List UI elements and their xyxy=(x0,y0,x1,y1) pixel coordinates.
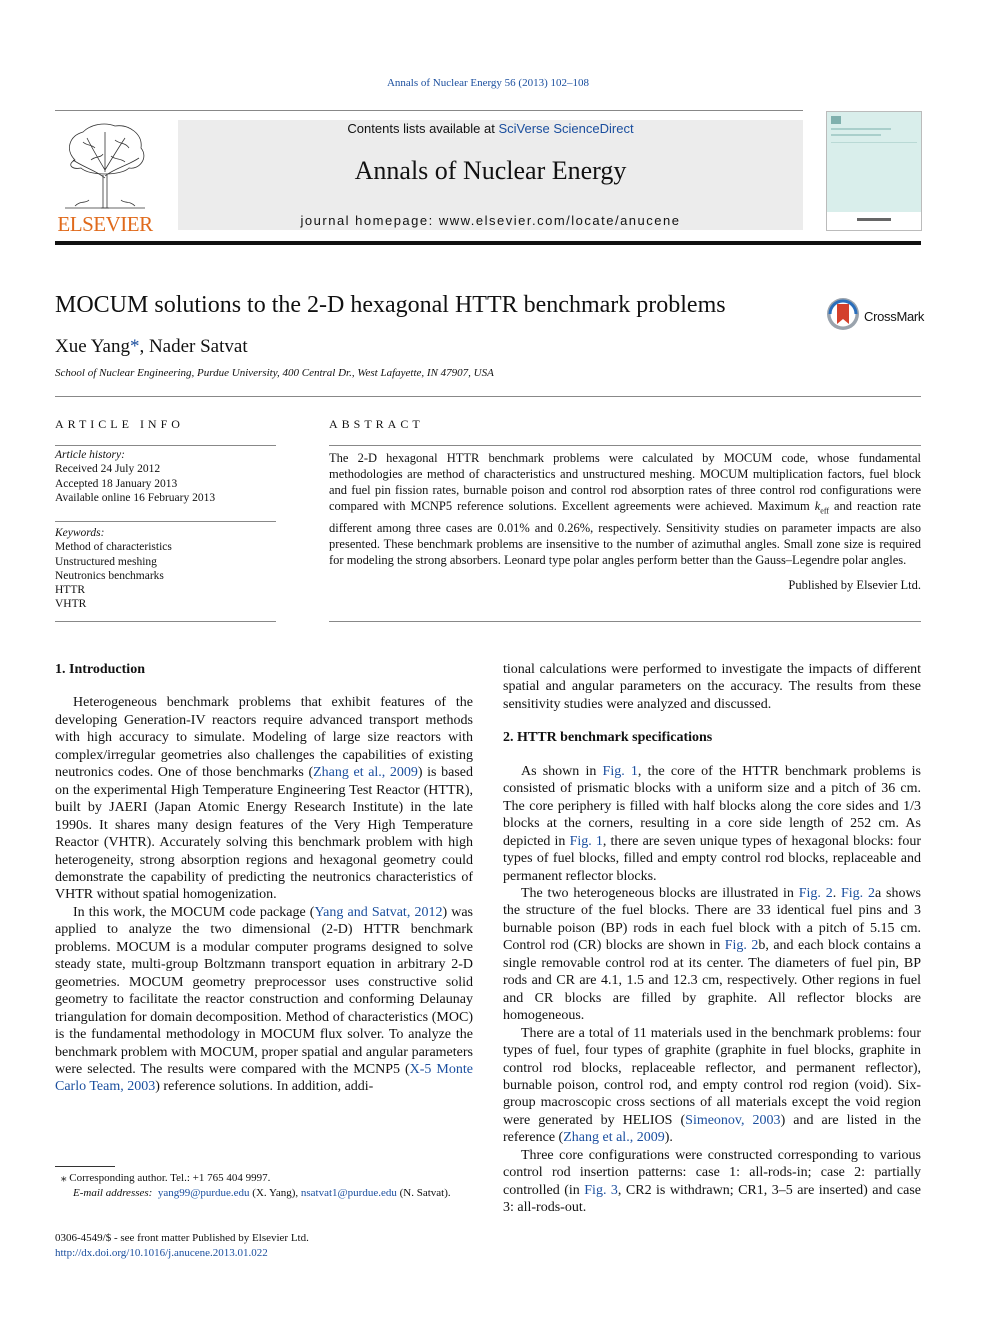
history-label: Article history: xyxy=(55,449,125,461)
k-symbol: k xyxy=(814,499,821,513)
history-item: Received 24 July 2012 xyxy=(55,463,161,476)
elsevier-wordmark: ELSEVIER xyxy=(57,212,153,236)
citation-link[interactable]: Yang and Satvat, 2012 xyxy=(314,904,443,920)
email-owner: (N. Satvat). xyxy=(396,1187,451,1199)
text: Heterogeneous benchmark problems that exhibit features of the developing Generation-IV reactors require advanced transport methods with high accuracy to simulate. Modeling of large size reactors with complex/irregular geometries also challenges the capabilities of existing neutronics codes. One of those benchmarks ( xyxy=(55,695,473,781)
figure-link[interactable]: Fig. 2 xyxy=(724,938,759,954)
email-footnote xyxy=(55,1186,473,1201)
masthead-top-rule xyxy=(55,110,803,111)
email-owner: (X. Yang), xyxy=(249,1187,301,1199)
abstract-heading: ABSTRACT xyxy=(329,417,424,431)
contents-prefix: Contents lists available at xyxy=(347,121,499,136)
affiliation: School of Nuclear Engineering, Purdue University, 400 Central Dr., West Lafayette, IN 47907, USA xyxy=(55,367,494,379)
contents-line xyxy=(178,121,803,136)
article-history xyxy=(55,448,277,505)
paragraph xyxy=(503,885,921,1025)
corresponding-footnote: ⁎ Corresponding author. Tel.: +1 765 404 9997. xyxy=(61,1172,271,1184)
abstract-part: The 2-D hexagonal HTTR benchmark problems were calculated by MOCUM code, whose fundamental methodologies are method of characteristics and unstructured meshing. MOCUM multiplication factors, fuel block and fuel pin fission rates, burnable poison and control rod absorption rates of three control rod configurations were compared with MCNP5 reference solutions. Excellent agreements were achieved. Maximum xyxy=(329,451,921,513)
text: ) and are listed in the reference ( xyxy=(503,1112,921,1146)
figure-link[interactable]: Fig. 1 xyxy=(569,833,603,849)
keyword: Neutronics benchmarks xyxy=(55,569,164,582)
text: There are a total of 11 materials used in the benchmark problems: four types of fuel, four types of graphite (graphite in fuel blocks, graphite in control rod blocks, replaceable reflector, and permanent reflector), burnable poison, control rod, and empty control rod region (void). Six-group macroscopic cross sections of all materials except the void region were generated by HELIOS ( xyxy=(503,1025,921,1128)
author-name: Xue Yang xyxy=(55,336,130,357)
text: ). xyxy=(664,1130,673,1146)
keyword: Unstructured meshing xyxy=(55,555,157,568)
abstract-bottom-rule xyxy=(329,621,921,622)
figure-link[interactable]: Fig. 1 xyxy=(602,763,638,779)
article-info-bottom-rule xyxy=(55,621,276,622)
citation-link[interactable]: Zhang et al., 2009 xyxy=(563,1130,665,1146)
figure-link[interactable]: Fig. 2 xyxy=(798,885,833,901)
abstract-text xyxy=(329,450,921,568)
author-name: Nader Satvat xyxy=(148,336,248,357)
text: The two heterogeneous blocks are illustrated in xyxy=(521,885,799,901)
text: As shown in xyxy=(521,763,603,779)
doi-link[interactable]: http://dx.doi.org/10.1016/j.anucene.2013.01.022 xyxy=(55,1247,268,1259)
abstract-part: and reaction rate different among three cases are 0.01% and 0.26%, respectively. Sensitivity studies on parameter impacts are also presented. These benchmark problems are insensitive to the number of azimuthal angles. Small zone size is required for modeling the strong absorbers. Leonard type polar angles perform better than the Gauss–Legendre polar angles. xyxy=(329,499,921,567)
text: a shows the structure of the fuel blocks. There are 33 identical fuel pins and 3 burnable poison (BP) rods in each fuel block with a pitch of 5.15 cm. Control rod (CR) blocks are shown in xyxy=(503,885,922,954)
article-info-rule xyxy=(55,445,276,446)
crossmark-icon[interactable] xyxy=(826,297,860,331)
text: , there are seven unique types of hexagonal blocks: four types of fuel blocks, filled and empty control rod blocks, replaceable and permanent reflector blocks. xyxy=(503,833,921,884)
text: ) is based on the experimental High Temperature Engineering Test Reactor (HTTR), built by JAERI (Japan Atomic Energy Research Institute) in the late 1990s. It shares many design features of the Very High Temperature Reactor (VHTR). Accurately solving this benchmark problem with high heterogeneity, strong absorption regions and hexagonal geometry could demonstrate the capability of predicting the neutronics characteristics of VHTR without spatial homogenization. xyxy=(55,765,473,903)
keywords-rule xyxy=(55,521,276,522)
text: ) was applied to analyze the two dimensional (2-D) HTTR benchmark problems. MOCUM is a modular computer programs designed to solve steady state, multi-group Boltzmann transport equation in arbitrary 2-D geometries. MOCUM geometry preprocessor uses constructive solid geometry to facilitate the reactor construction and conforming Delaunay triangulation for domain decomposition. Method of characteristics (MOC) is the fundamental methodology in MOCUM flux solver. To analyze the benchmark problem with MOCUM, proper spatial and angular parameters were selected. The results were compared with the MCNP5 ( xyxy=(55,904,474,1077)
abstract-rule xyxy=(329,445,921,446)
text: In this work, the MOCUM code package ( xyxy=(73,904,315,920)
right-column xyxy=(503,661,921,1217)
author-separator: , xyxy=(139,336,149,357)
keyword: VHTR xyxy=(55,598,87,611)
text: b, and each block contains a single removable control rod at its center. The diameters of fuel pin, BP rods and CR are 4.1, 1.5 and 12.3 cm, respectively. Other regions in fuel and CR blocks are filled by graphite. All reflector blocks are homogeneous. xyxy=(503,938,922,1024)
issn-block xyxy=(55,1231,473,1261)
history-item: Available online 16 February 2013 xyxy=(55,491,216,504)
footnote-rule xyxy=(55,1166,115,1167)
paragraph xyxy=(55,694,473,903)
keyword: Method of characteristics xyxy=(55,541,172,554)
figure-link[interactable]: Fig. 2 xyxy=(841,885,875,901)
paragraph xyxy=(503,1147,921,1217)
text: , the core of the HTTR benchmark problems is consisted of prismatic blocks with a uniform size and a pitch of 36 cm. The core periphery is filled with half blocks along the core sides and 1/3 blocks at the corners, resulting in a core side length of 252 cm. As depicted in xyxy=(503,763,921,849)
section-2-heading: 2. HTTR benchmark specifications xyxy=(503,730,713,746)
email-link[interactable]: nsatvat1@purdue.edu xyxy=(300,1187,397,1199)
corresponding-author-mark[interactable]: * xyxy=(129,336,140,357)
email-label: E-mail addresses: xyxy=(73,1187,153,1199)
footnotes xyxy=(55,1171,473,1201)
keyword: HTTR xyxy=(55,584,86,597)
text: ) reference solutions. In addition, addi- xyxy=(155,1079,374,1095)
left-column xyxy=(55,661,473,1096)
keywords xyxy=(55,526,277,612)
front-matter-rule xyxy=(55,396,921,397)
citation-link[interactable]: X-5 Monte Carlo Team, 2003 xyxy=(55,1061,473,1095)
keywords-label: Keywords: xyxy=(55,527,105,539)
author-list xyxy=(55,336,248,358)
k-subscript: eff xyxy=(820,506,830,516)
section-1-heading: 1. Introduction xyxy=(55,662,145,677)
journal-cover-thumbnail[interactable] xyxy=(826,111,922,231)
published-by: Published by Elsevier Ltd. xyxy=(788,578,921,592)
history-item: Accepted 18 January 2013 xyxy=(55,477,178,490)
journal-cover-icon xyxy=(827,112,921,230)
paragraph xyxy=(55,904,473,1096)
sciencedirect-link[interactable]: SciVerse ScienceDirect xyxy=(498,121,634,136)
text: . xyxy=(832,885,841,901)
masthead-bottom-rule xyxy=(55,241,921,245)
figure-link[interactable]: Fig. 3 xyxy=(584,1182,618,1198)
article-title: MOCUM solutions to the 2-D hexagonal HTTR benchmark problems xyxy=(55,292,726,318)
paragraph xyxy=(503,1025,921,1147)
crossmark-label[interactable]: CrossMark xyxy=(864,309,925,324)
citation-link[interactable]: Simeonov, 2003 xyxy=(685,1112,781,1128)
citation-link[interactable]: Zhang et al., 2009 xyxy=(313,765,418,781)
journal-name: Annals of Nuclear Energy xyxy=(354,156,627,185)
email-link[interactable]: yang99@purdue.edu xyxy=(157,1187,250,1199)
journal-reference[interactable]: Annals of Nuclear Energy 56 (2013) 102–108 xyxy=(386,77,590,89)
paragraph: tional calculations were performed to investigate the impacts of different spatial and angular parameters on the accuracy. The results from these sensitivity studies were analyzed and discussed. xyxy=(503,662,921,712)
paragraph xyxy=(503,763,921,885)
journal-homepage[interactable]: journal homepage: www.elsevier.com/locate/anucene xyxy=(300,213,681,228)
text: Three core configurations were constructed corresponding to various control rod insertion patterns: case 1: all-rods-in; case 2: partially controlled (in xyxy=(503,1147,921,1198)
article-info-heading: ARTICLE INFO xyxy=(55,417,184,431)
issn-line: 0306-4549/$ - see front matter Published by Elsevier Ltd. xyxy=(55,1232,309,1244)
text: , CR2 is withdrawn; CR1, 3–5 are inserted) and case 3: all-rods-out. xyxy=(503,1182,922,1216)
